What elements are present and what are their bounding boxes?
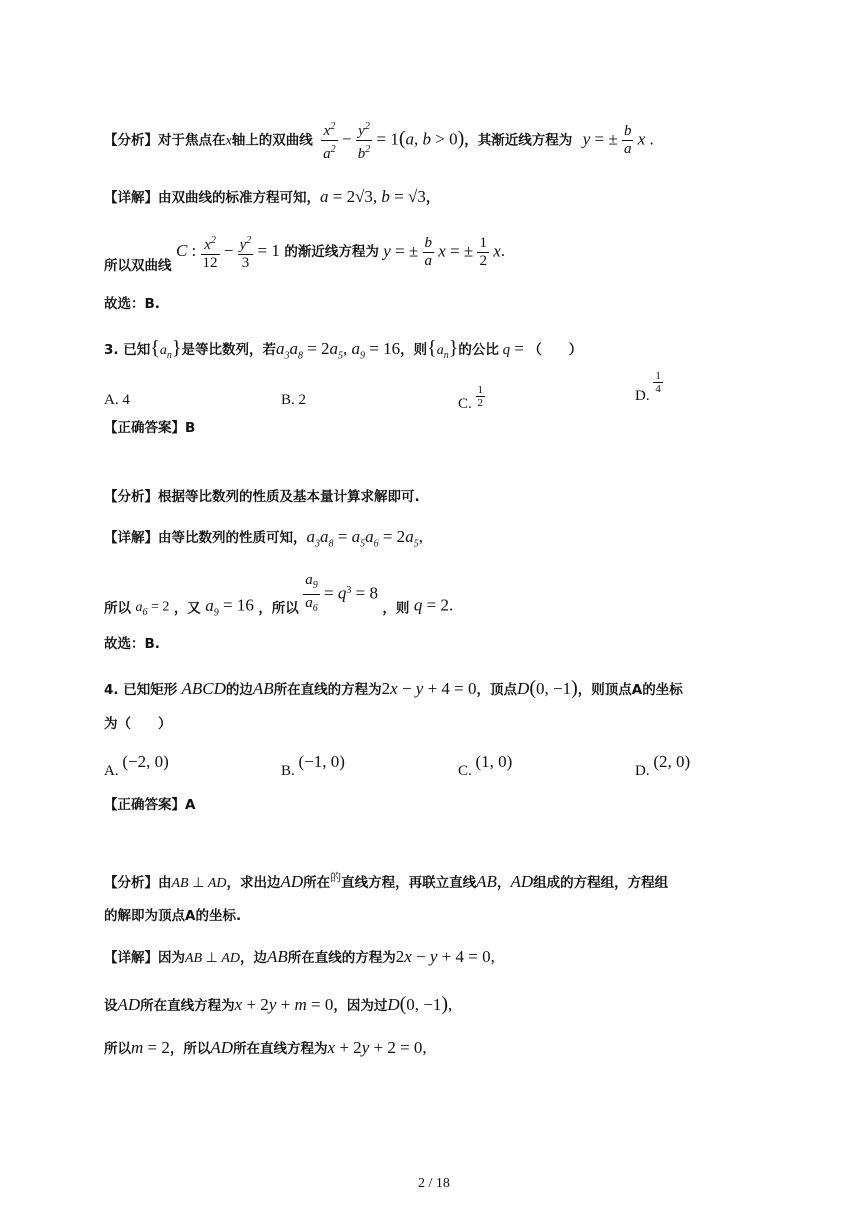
analysis-text: 根据等比数列的性质及基本量计算求解即可. [158, 489, 420, 505]
q3-answer [104, 634, 160, 654]
q2-detail-line: 【详解】由双曲线的标准方程可知，a = 2√3, b = √3， [104, 187, 440, 206]
text: 的渐近线方程为 [284, 244, 379, 260]
text: ，又 [173, 600, 201, 617]
ab-values: a [320, 187, 329, 206]
property-eq: $a_3a_8$ [306, 527, 334, 550]
analysis-text: 轴上的双曲线 [231, 132, 313, 149]
q2-analysis-line: 【分析】对于焦点在x轴上的双曲线 $\frac{x^2}{a^2}$ − $\frac{y^2}{b^2}$ = 1(a, b > 0)，其渐近线方程为 y = ± $\frac{b}{a}$ x . [104, 118, 654, 163]
detail-text: 由等比数列的性质可知， [158, 530, 307, 546]
text: 的 [330, 871, 342, 884]
text: ，则顶点A的坐标 [577, 682, 683, 698]
text: 所在直线方程为 [140, 998, 235, 1014]
q3-option-c: C. $\frac{1}{2}$ [458, 384, 484, 412]
q4-option-b [281, 752, 345, 780]
question-number: 4. 已知矩形 [104, 682, 178, 698]
option-value: (1, 0) [475, 752, 513, 771]
q3-option-a: A. 4 [104, 392, 130, 408]
q4-detail: 【详解】因为AB ⊥ AD，边AB所在直线的方程为2x − y + 4 = 0, [104, 947, 495, 966]
analysis-label: 【分析】 [104, 489, 158, 505]
analysis-label: 【分析】 [104, 875, 158, 891]
text: ，则 [400, 342, 428, 358]
option-label: B. [281, 763, 295, 779]
text: ，则 [382, 600, 410, 617]
text: 所在直线的方程为 [287, 950, 396, 966]
q4-analysis-2 [104, 906, 241, 926]
correct-answer: 【正确答案】B [104, 420, 196, 436]
asymptote-equation: y = ± $\frac{b}{a}$ x [582, 123, 646, 157]
question-number: 3. 已知 [104, 342, 151, 358]
option-label: C. [458, 763, 472, 779]
page-number: 2 / 18 [418, 1176, 450, 1191]
detail-label: 【详解】 [104, 190, 158, 206]
hyperbola-c: C : $\frac{x^2}{12}$ − $\frac{y^2}{3}$ = 1 [176, 232, 280, 272]
text: ，所以 [169, 1041, 211, 1057]
condition: $a_3a_8$ [275, 339, 303, 362]
text: ，因为过 [333, 998, 388, 1014]
text: ，边 [239, 950, 267, 966]
text: ，求出边 [226, 875, 281, 891]
q3-correct [104, 418, 195, 438]
detail-label: 【详解】 [104, 530, 158, 546]
text: 的边 [225, 682, 253, 698]
answer-text: 故选：B. [104, 296, 160, 312]
option-value: (−2, 0) [122, 752, 169, 771]
q4-line3: 所以m = 2，所以AD所在直线方程为x + 2y + 2 = 0, [104, 1038, 427, 1057]
math-x: x [225, 133, 232, 149]
text: 所以 [104, 1041, 131, 1057]
detail-text: 由双曲线的标准方程可知， [158, 190, 320, 206]
analysis-label: 【分析】 [104, 132, 158, 149]
ratio-eq: $\frac{a_9}{a_6}$ = $q^3 = 8$ [305, 572, 378, 614]
q4-option-a [104, 752, 169, 780]
option-value: (−1, 0) [298, 752, 345, 771]
text: 所在直线的方程为 [273, 682, 382, 698]
q3-line: 所以 $a_6 = 2$ ，又 $a_9 = 16$ ，所以 $\frac{a_9}{a_6}$ = $q^3 = 8$ ，则 q = 2. [104, 572, 454, 618]
comma: ， [425, 190, 440, 206]
detail-label: 【详解】 [104, 950, 158, 966]
option-value: (2, 0) [653, 752, 691, 771]
q4-stem: 4. 已知矩形 ABCD的边AB所在直线的方程为2x − y + 4 = 0，顶点D(0, −1)，则顶点A的坐标 [104, 677, 683, 699]
option-label: C. [458, 395, 472, 412]
text: 因为 [158, 950, 185, 966]
text: 所以双曲线 [104, 258, 172, 274]
text: 的公比 [458, 342, 499, 358]
text: 由 [158, 875, 172, 891]
text: （ ） [528, 342, 583, 358]
q3-analysis [104, 487, 420, 507]
text: 所在直线方程为 [233, 1041, 328, 1057]
answer-text: 故选：B. [104, 636, 160, 652]
option-label: D. [635, 387, 650, 404]
text: 的解即为顶点A的坐标. [104, 908, 242, 924]
correct-answer: 【正确答案】A [104, 797, 196, 813]
text: 所以 [104, 600, 131, 617]
analysis-text: 对于焦点在 [158, 132, 226, 149]
q4-option-c [458, 752, 512, 780]
q4-option-d [635, 752, 690, 780]
text: ， [496, 875, 511, 891]
q4-stem-2 [104, 714, 172, 734]
text: 是等比数列，若 [181, 342, 276, 358]
q4-analysis: 【分析】由AB ⊥ AD，求出边AD所在$^的$直线方程，再联立直线AB，AD组成的方程组，方程组 [104, 871, 669, 891]
hyperbola-equation: $\frac{x^2}{a^2}$ − $\frac{y^2}{b^2}$ = 1(a, b > 0) [321, 118, 464, 163]
analysis-text: ，其渐近线方程为 [464, 132, 573, 149]
q4-correct [104, 795, 195, 815]
asymptote-result: y = ± $\frac{b}{a}$ x = ± $\frac{1}{2}$ x [383, 234, 501, 269]
q2-line3: 所以双曲线 C : $\frac{x^2}{12}$ − $\frac{y^2}{3}$ = 1 的渐近线方程为 y = ± $\frac{b}{a}$ x = ± $\frac{1}{2}$ x. [104, 232, 505, 276]
option-label: D. [635, 763, 650, 779]
text: ，顶点 [476, 682, 518, 698]
option-label: A. [104, 763, 119, 779]
q3-detail: 【详解】由等比数列的性质可知，$a_3a_8 = a_5a_6 = 2a_5$, [104, 527, 423, 550]
text: 设 [104, 998, 118, 1014]
text: 所在 [303, 875, 331, 891]
q3-stem: 3. 已知$\{a_n\}$是等比数列，若$a_3a_8 = 2a_5$, $a_9 = 16$，则$\{a_n\}$的公比 q = （ ） [104, 337, 583, 362]
text: 为（ ） [104, 716, 172, 732]
q3-option-d: D. $\frac{1}{4}$ [635, 370, 661, 404]
q2-answer [104, 294, 160, 314]
q3-option-b: B. 2 [281, 392, 307, 408]
text: 组成的方程组，方程组 [533, 875, 669, 891]
q4-line2: 设AD所在直线方程为x + 2y + m = 0，因为过D(0, −1), [104, 993, 453, 1015]
text: ，所以 [258, 600, 299, 617]
text: , [422, 1038, 427, 1057]
text: 直线方程，再联立直线 [341, 875, 477, 891]
